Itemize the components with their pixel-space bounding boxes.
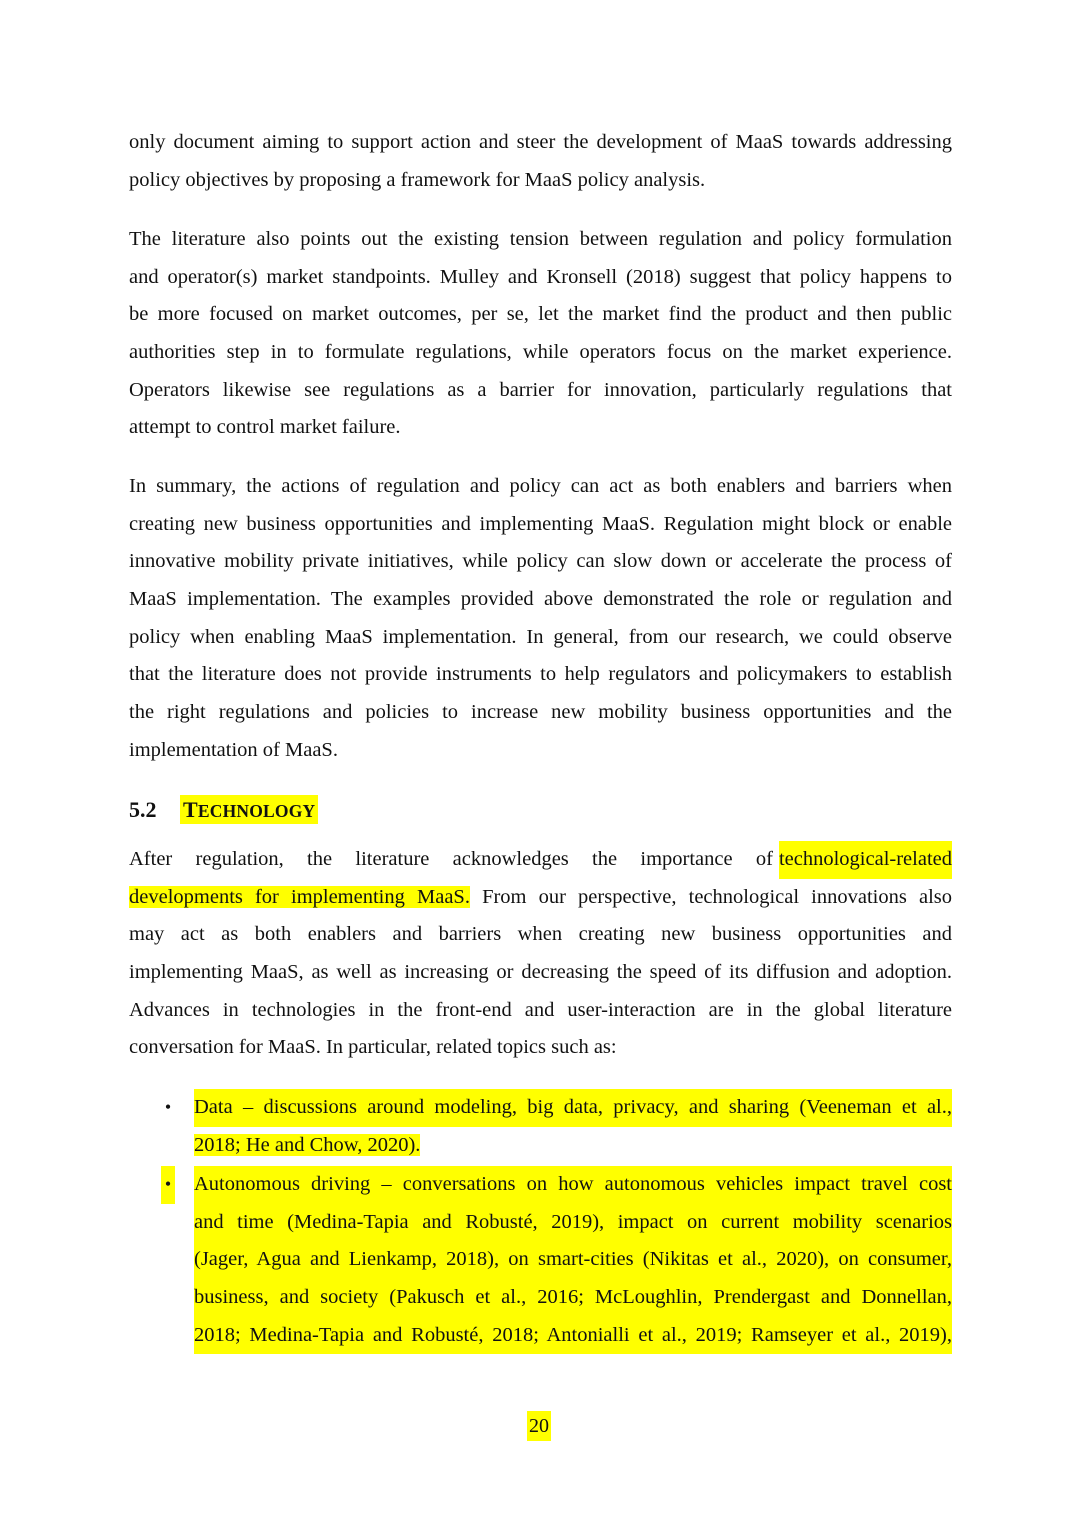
paragraph-line: conversation for MaaS. In particular, related topics such as: — [129, 1036, 617, 1059]
bullet-marker: • — [164, 1097, 172, 1117]
paragraph-2 — [129, 221, 952, 447]
paragraph-line: that the literature does not provide instruments to help regulators and policymakers to establish — [129, 663, 952, 686]
paragraph-line: the right regulations and policies to increase new mobility business opportunities and the — [129, 701, 952, 724]
bullet-line — [194, 1279, 952, 1317]
section-heading — [129, 790, 318, 830]
paragraph-line: authorities step in to formulate regulations, while operators focus on the market experience. — [129, 341, 952, 364]
section-title-rest: ECHNOLOGY — [197, 801, 316, 821]
paragraph-4 — [129, 841, 952, 1067]
paragraph-line: The literature also points out the existing tension between regulation and policy formulation — [129, 228, 952, 250]
plain-text: After regulation, the literature acknowledges the importance of — [129, 848, 773, 870]
highlighted-text: Autonomous driving – conversations on how autonomous vehicles impact travel cost — [194, 1166, 952, 1204]
paragraph-line: Advances in technologies in the front-end and user-interaction are in the global literature — [129, 998, 952, 1021]
bullet-line — [194, 1089, 952, 1127]
paragraph-3 — [129, 468, 952, 770]
paragraph-line: MaaS implementation. The examples provided above demonstrated the role or regulation and — [129, 588, 952, 611]
bullet-line — [194, 1204, 952, 1242]
highlighted-text: (Jager, Agua and Lienkamp, 2018), on smart-cities (Nikitas et al., 2020), on consumer, — [194, 1241, 952, 1279]
paragraph-line: Operators likewise see regulations as a barrier for innovation, particularly regulations that — [129, 378, 952, 401]
bullet-line — [194, 1127, 952, 1165]
bullet-line — [194, 1166, 952, 1204]
bullet-marker: • — [161, 1166, 175, 1204]
highlighted-text: Data – discussions around modeling, big data, privacy, and sharing (Veeneman et al., — [194, 1089, 952, 1127]
bullet-line — [194, 1317, 952, 1355]
paragraph-line: policy objectives by proposing a framework for MaaS policy analysis. — [129, 168, 706, 191]
paragraph-1 — [129, 124, 952, 199]
section-number: 5.2 — [129, 797, 157, 822]
highlighted-text: 2018; He and Chow, 2020). — [194, 1133, 421, 1156]
paragraph-line: creating new business opportunities and implementing MaaS. Regulation might block or enable — [129, 512, 952, 535]
paragraph-line: In summary, the actions of regulation and policy can act as both enablers and barriers when — [129, 475, 952, 497]
paragraph-line — [129, 841, 952, 879]
section-title-initial: T — [183, 797, 198, 822]
highlighted-text: technological-related — [779, 841, 952, 879]
paragraph-line: implementation of MaaS. — [129, 738, 338, 761]
paragraph-line: attempt to control market failure. — [129, 416, 401, 439]
highlighted-text: business, and society (Pakusch et al., 2016; McLoughlin, Prendergast and Donnellan, — [194, 1279, 952, 1317]
paragraph-line: and operator(s) market standpoints. Mulley and Kronsell (2018) suggest that policy happens to — [129, 265, 952, 288]
paragraph-line: may act as both enablers and barriers when creating new business opportunities and — [129, 923, 952, 946]
paragraph-line — [129, 879, 952, 917]
paragraph-line: innovative mobility private initiatives, while policy can slow down or accelerate the process of — [129, 550, 952, 573]
highlighted-text: and time (Medina-Tapia and Robusté, 2019), impact on current mobility scenarios — [194, 1204, 952, 1242]
paragraph-line: policy when enabling MaaS implementation. In general, from our research, we could observe — [129, 625, 952, 648]
bullet-item-autonomous-driving — [194, 1166, 952, 1354]
paragraph-line: be more focused on market outcomes, per se, let the market find the product and then public — [129, 303, 952, 326]
page-number: 20 — [527, 1411, 551, 1441]
paragraph-4-line-1-text — [129, 841, 773, 879]
section-title — [180, 795, 318, 824]
highlighted-text: 2018; Medina-Tapia and Robusté, 2018; Antonialli et al., 2019; Ramseyer et al., 2019), — [194, 1317, 952, 1355]
highlighted-text: developments for implementing MaaS. — [129, 885, 470, 908]
bullet-item-data — [194, 1089, 952, 1164]
plain-text: From our perspective, technological innovations also — [469, 885, 952, 908]
paragraph-line: only document aiming to support action and steer the development of MaaS towards addressing — [129, 131, 952, 153]
bullet-line — [194, 1241, 952, 1279]
paragraph-line: implementing MaaS, as well as increasing or decreasing the speed of its diffusion and adoption. — [129, 961, 952, 984]
